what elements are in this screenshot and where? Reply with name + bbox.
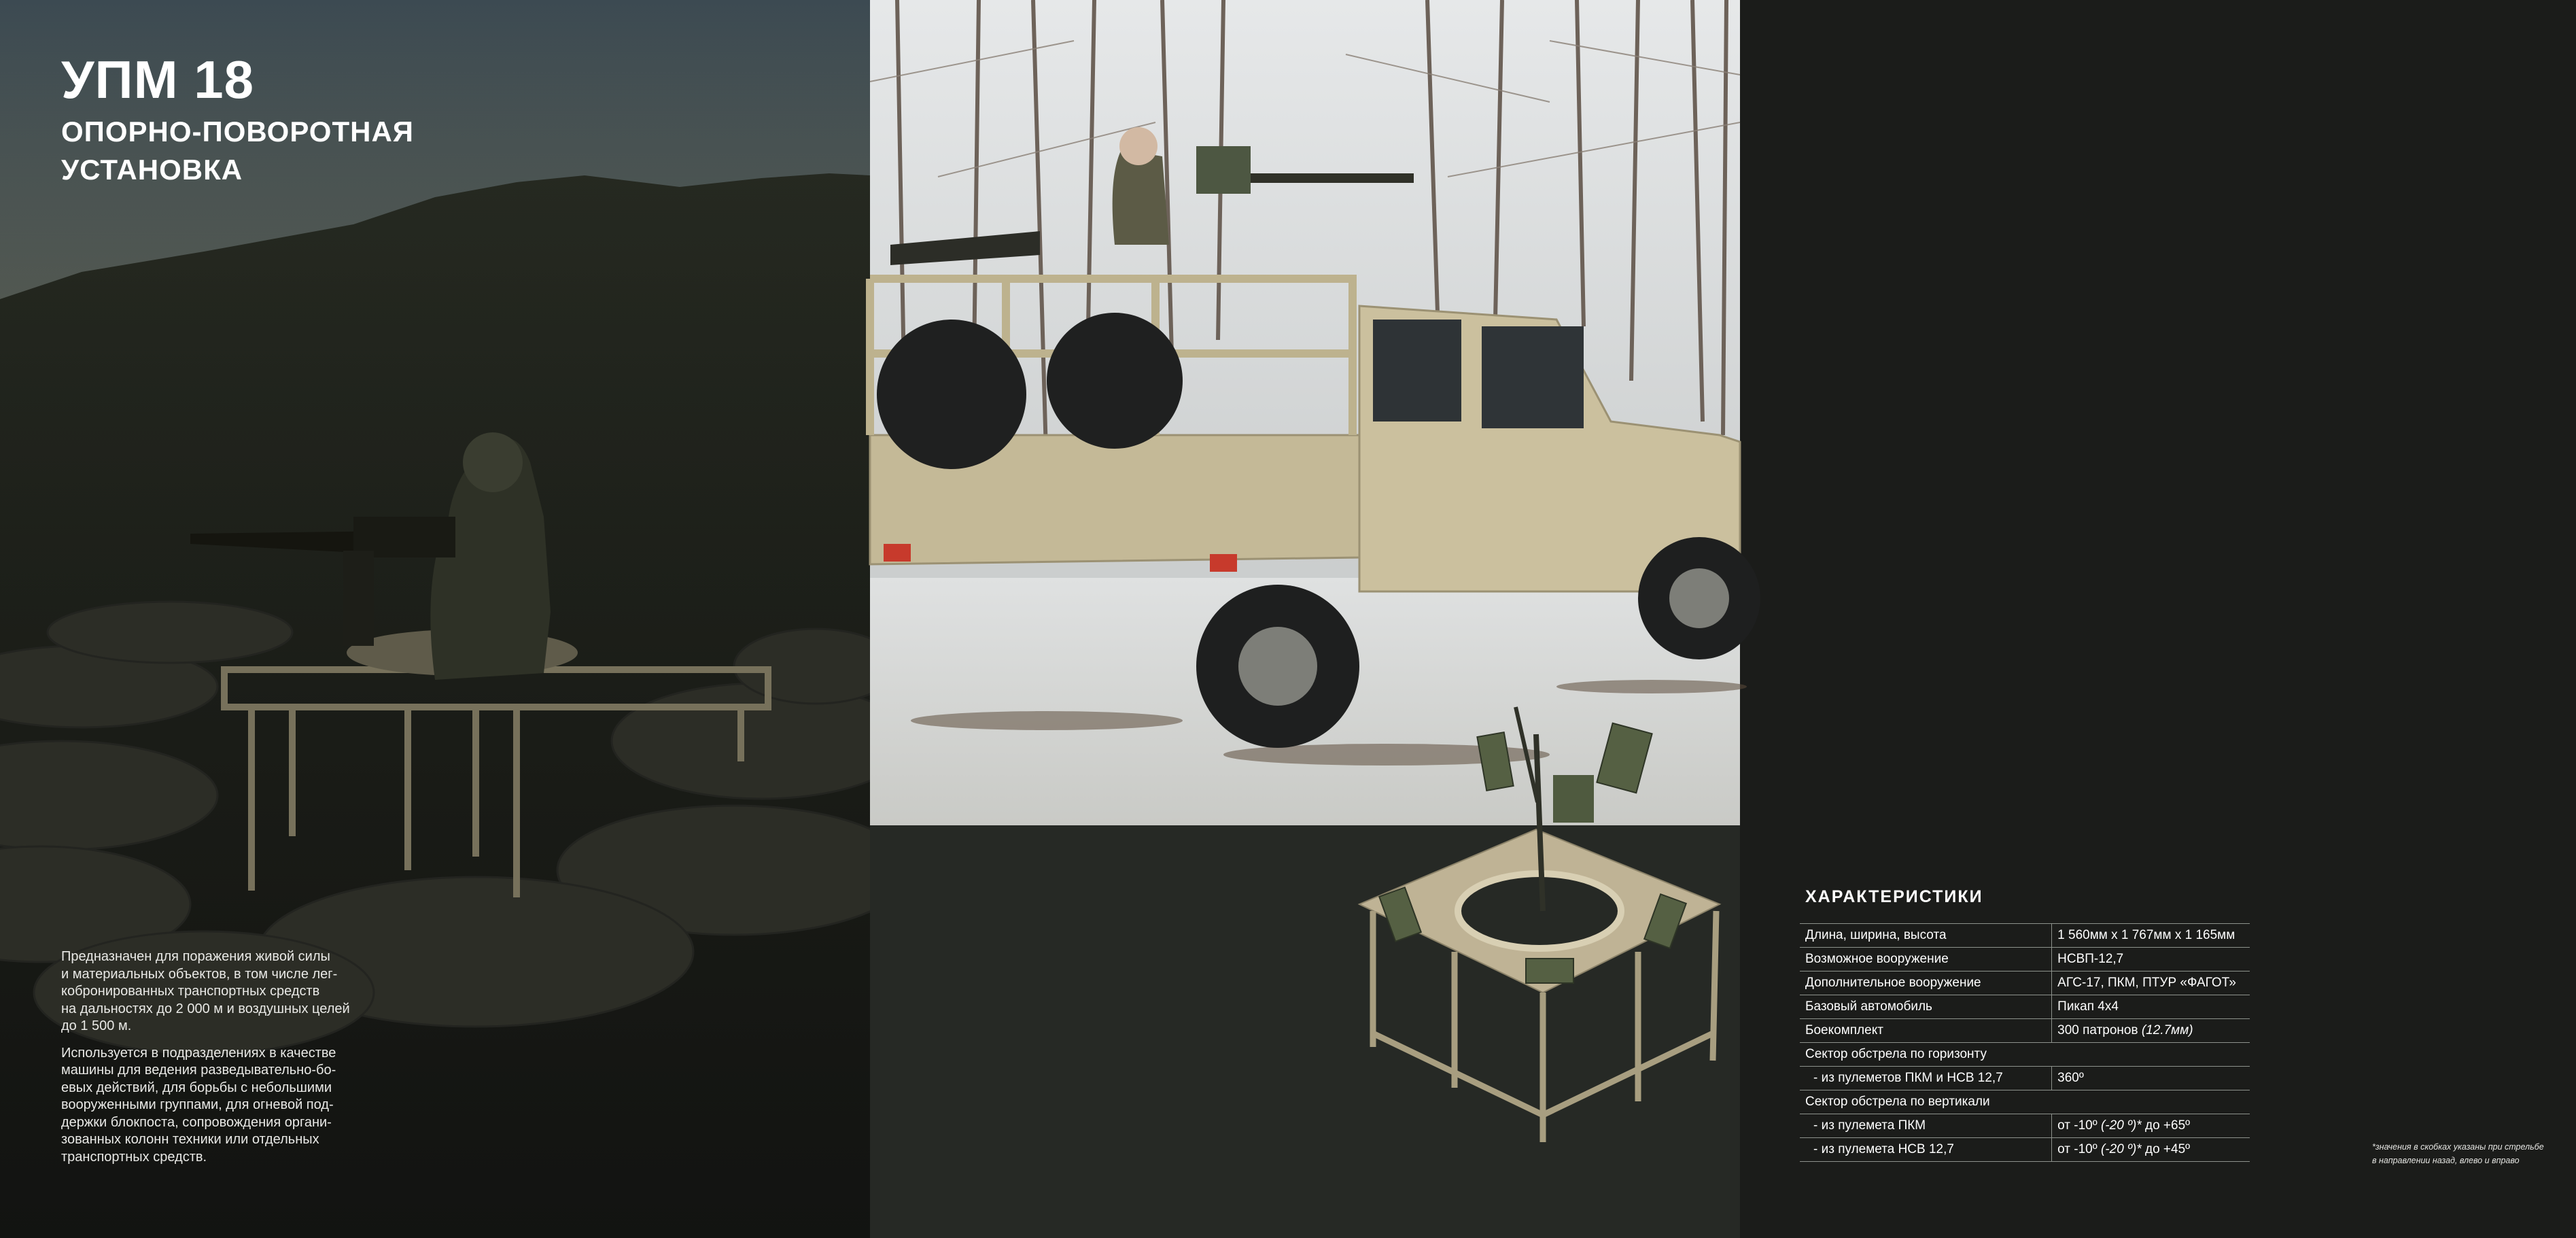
spec-label: Длина, ширина, высота <box>1800 924 2052 948</box>
table-row <box>1800 1090 2250 1114</box>
spec-label: Возможное вооружение <box>1800 948 2052 972</box>
spec-section-label: Сектор обстрела по вертикали <box>1800 1090 2052 1114</box>
spec-value <box>2052 1138 2250 1162</box>
table-row <box>1800 1138 2250 1162</box>
spec-value: 360º <box>2052 1067 2250 1090</box>
table-row <box>1800 924 2250 948</box>
left-page <box>0 0 870 1238</box>
footnote: *значения в скобках указаны при стрельбе в направлении назад, влево и вправо <box>2372 1142 2544 1165</box>
table-row <box>1800 1043 2250 1067</box>
spec-value-from: от -10º <box>2057 1118 2098 1133</box>
spec-value-empty <box>2052 1090 2250 1114</box>
spec-value-note: (12.7мм) <box>2141 1023 2193 1037</box>
spec-label: - из пулеметов ПКМ и НСВ 12,7 <box>1800 1067 2052 1090</box>
spec-value: 1 560мм х 1 767мм х 1 165мм <box>2052 924 2250 948</box>
spec-value <box>2052 1114 2250 1138</box>
spec-label: Дополнительное вооружение <box>1800 972 2052 995</box>
spec-value-from: от -10º <box>2057 1142 2098 1156</box>
spec-label: Базовый автомобиль <box>1800 995 2052 1019</box>
table-row <box>1800 1019 2250 1043</box>
spec-value-main: 300 патронов <box>2057 1023 2138 1037</box>
spec-value: Пикап 4х4 <box>2052 995 2250 1019</box>
table-row <box>1800 948 2250 972</box>
description-paragraph-usage: Используется в подразделениях в качестве машины для ведения разведывательно-бо- евых действий, для борьбы с небольшими вооруженными группами, для огневой под- держки блокпоста, сопровождения органи- зованных колонн техники или отдельных транспортных средств. <box>61 1045 336 1165</box>
spec-value-to: до +65º <box>2144 1118 2191 1133</box>
spec-section-label: Сектор обстрела по горизонту <box>1800 1043 2052 1067</box>
spec-value <box>2052 1019 2250 1043</box>
table-row <box>1800 1114 2250 1138</box>
spec-value: АГС-17, ПКМ, ПТУР «ФАГОТ» <box>2052 972 2250 995</box>
specs-table <box>1800 923 2250 1162</box>
table-row <box>1800 1067 2250 1090</box>
right-page <box>870 0 2544 1238</box>
spec-label: - из пулемета ПКМ <box>1800 1114 2052 1138</box>
spec-value-to: до +45º <box>2144 1142 2191 1156</box>
spec-value-empty <box>2052 1043 2250 1067</box>
spec-label: Боекомплект <box>1800 1019 2052 1043</box>
mount-3d-render <box>1359 707 1740 1169</box>
table-row <box>1800 972 2250 995</box>
description-paragraph-purpose: Предназначен для поражения живой силы и материальных объектов, в том числе лег- кобронированных транспортных средств на дальностях до 2 000 м и воздушных целей до 1 500 м. <box>61 949 350 1033</box>
spec-value: НСВП-12,7 <box>2052 948 2250 972</box>
specs-heading: ХАРАКТЕРИСТИКИ <box>1805 887 1983 906</box>
product-title: УПМ 18 <box>61 50 254 109</box>
table-row <box>1800 995 2250 1019</box>
product-subtitle: ОПОРНО-ПОВОРОТНАЯ УСТАНОВКА <box>61 116 414 186</box>
spec-value-note: (-20 º)* <box>2100 1118 2142 1133</box>
pickup-truck-photo <box>870 0 1740 825</box>
spec-value-note: (-20 º)* <box>2100 1142 2142 1156</box>
description <box>61 948 381 1175</box>
spec-label: - из пулемета НСВ 12,7 <box>1800 1138 2052 1162</box>
